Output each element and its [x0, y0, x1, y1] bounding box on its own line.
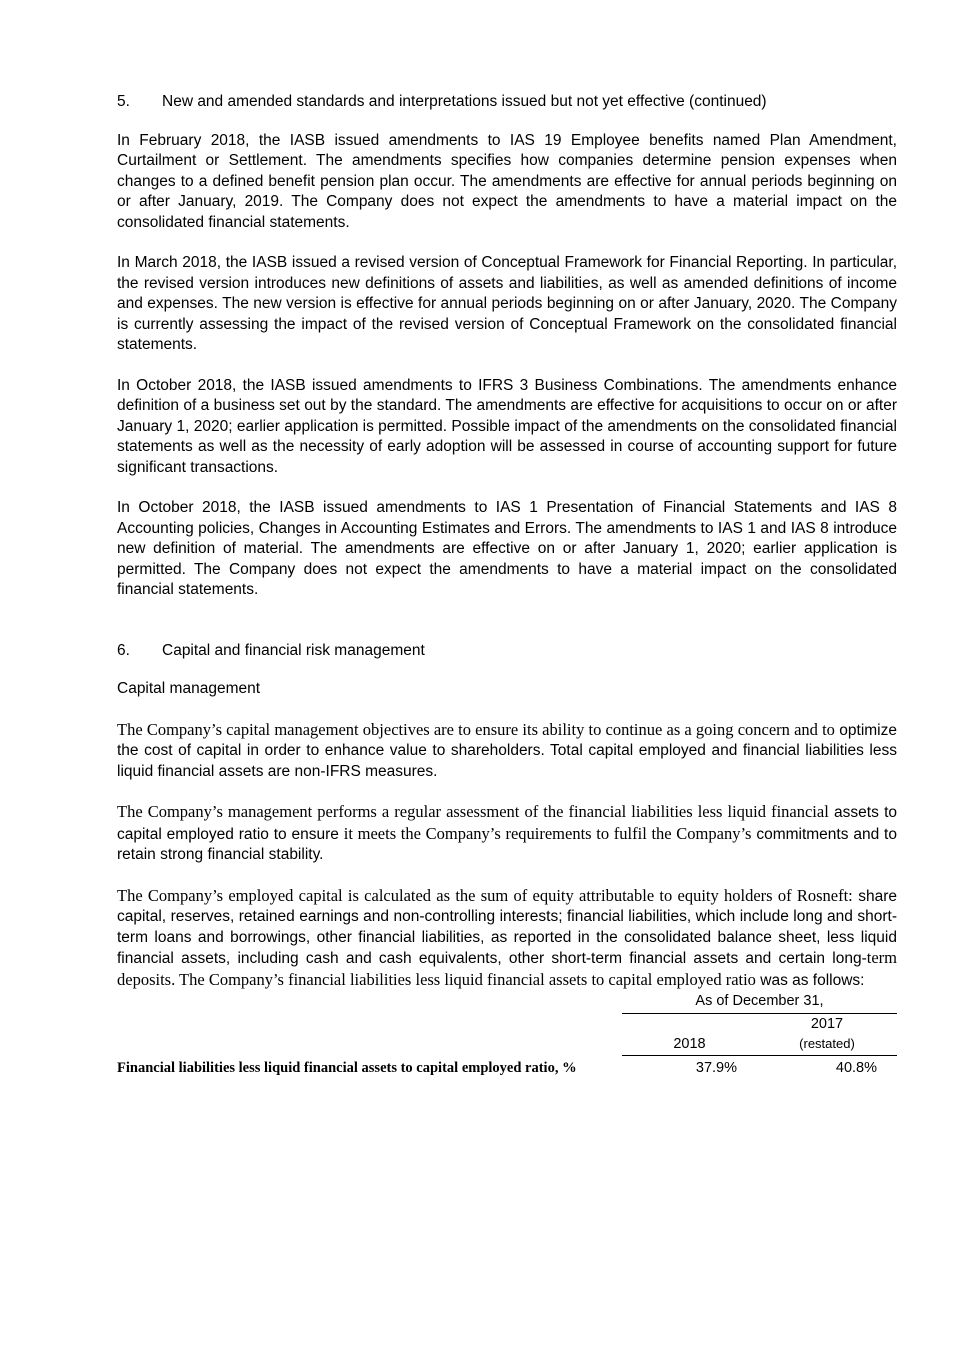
ratio-row-label: Financial liabilities less liquid financial assets to capital employed ratio, %: [117, 1060, 577, 1076]
section-spacer: [117, 621, 897, 641]
employed-capital-mid-text: share capital, reserves, retained earnings and non-controlling interests; financial liabilities, which include long and short-term loans and borrowings, other financial liabilities, as reported in the consolidated balance sheet, less liquid financial assets, including cash and cash equivalents, other short-term financial assets and certain long-: [117, 887, 897, 967]
section-5-number: 5.: [117, 93, 130, 110]
paragraph-employed-capital: [117, 886, 897, 992]
document-page: [117, 92, 897, 1078]
year-2017-label: 2017: [810, 1015, 844, 1032]
paragraph-capital-objectives: [117, 720, 897, 783]
section-6-title: Capital and financial risk management: [162, 641, 425, 659]
capital-ratio-table: [117, 991, 897, 1078]
employed-capital-text: was as follows:: [760, 971, 865, 989]
table-header-years-row: [117, 1013, 897, 1055]
ratio-value-2017: 40.8%: [835, 1059, 877, 1076]
assessment-text: commitments and to retain strong financial stability.: [117, 825, 897, 863]
section-5-title: New and amended standards and interpretations issued but not yet effective (continued): [162, 93, 767, 110]
employed-capital-serif-text: The Company’s employed capital is calculated as the sum of equity attributable to equity holders of Rosneft:: [117, 885, 853, 905]
paragraph-conceptual-framework: In March 2018, the IASB issued a revised version of Conceptual Framework for Financial Reporting. In particular, the revised version introduces new definitions of assets and liabilities, as well as amended definitions of income and expenses. The new version is effective for annual periods beginning on or after January, 2020. The Company is currently assessing the impact of the revised version of Conceptual Framework on the consolidated financial statements.: [117, 254, 897, 353]
section-6-number: 6.: [117, 641, 130, 659]
paragraph-ias1-ias8: In October 2018, the IASB issued amendments to IAS 1 Presentation of Financial Statements and IAS 8 Accounting policies, Changes in Accounting Estimates and Errors. The amendments to IAS 1 and IAS 8 introduce new definition of material. The amendments are effective on or after January 1, 2020; earlier application is permitted. The Company does not expect the amendments to have a material impact on the consolidated financial statements.: [117, 499, 897, 598]
employed-capital-serif-text-2: term deposits. The Company’s financial liabilities less liquid financial assets to capital employed ratio: [117, 948, 897, 989]
assessment-mid-text: assets to capital employed ratio to ensure: [117, 804, 898, 843]
paragraph-ratio-assessment: [117, 802, 897, 866]
paragraph-ifrs3: In October 2018, the IASB issued amendments to IFRS 3 Business Combinations. The amendments enhance definition of a business set out by the standard. The amendments are effective for acquisitions to occur on or after January 1, 2020; earlier application is permitted. Possible impact of the amendments on the consolidated financial statements as well as the necessity of early adoption will be assessed in course of accounting support for future significant transactions.: [117, 376, 897, 476]
assessment-serif-text-2: it meets the Company’s requirements to fulfil the Company’s: [343, 823, 752, 843]
objectives-text: optimize the cost of capital in order to enhance value to shareholders. Total capital employed and financial liabilities less liquid financial assets are non-IFRS measures.: [117, 721, 897, 780]
section-6-heading: [117, 641, 897, 662]
table-row: [117, 1055, 897, 1078]
section-5-heading: [117, 92, 897, 113]
paragraph-ias19: In February 2018, the IASB issued amendments to IAS 19 Employee benefits named Plan Amendment, Curtailment or Settlement. The amendments specifies how companies determine pension expenses when changes to a defined benefit pension plan occur. The amendments are effective for annual periods beginning on or after January, 2019. The Company does not expect the amendments to have a material impact on the consolidated financial statements.: [117, 131, 897, 231]
objectives-serif-text: The Company’s capital management objectives are to ensure its ability to continue as a going concern and to: [117, 719, 835, 739]
capital-management-subtitle: Capital management: [117, 680, 261, 697]
ratio-value-2018: 37.9%: [695, 1059, 737, 1076]
table-header-period-row: [117, 991, 897, 1013]
restated-note: (restated): [799, 1036, 855, 1051]
year-2017-header: [757, 1013, 897, 1055]
year-2018-header: [622, 1013, 757, 1055]
assessment-serif-text: The Company’s management performs a regular assessment of the financial liabilities less liquid financial: [117, 802, 829, 821]
year-2018-label: 2018: [673, 1036, 706, 1052]
period-header: As of December 31,: [622, 991, 897, 1013]
